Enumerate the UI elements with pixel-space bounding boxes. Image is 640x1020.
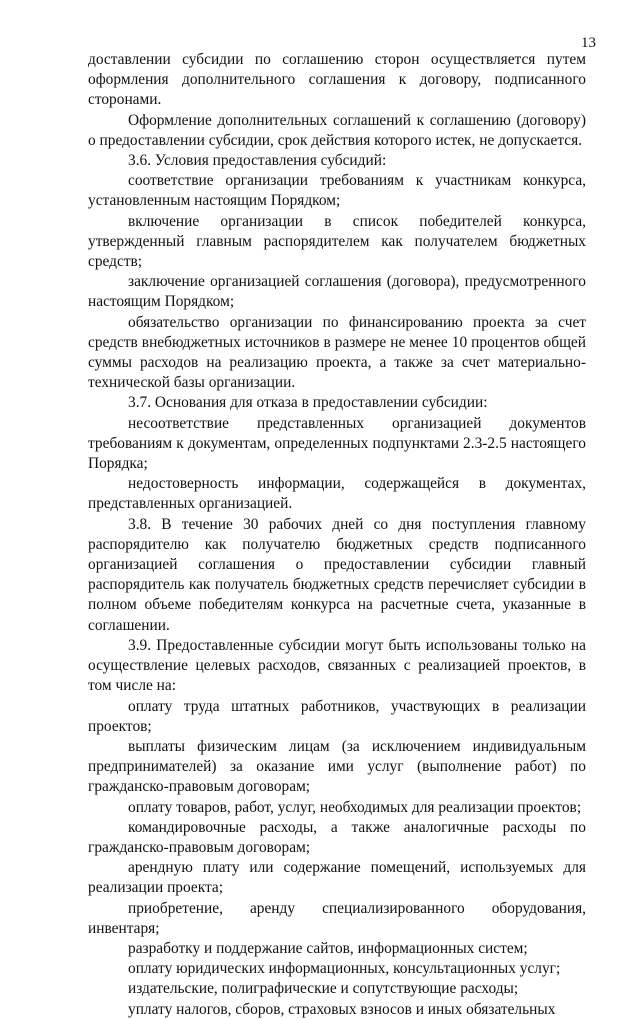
paragraph: издательские, полиграфические и сопутствующие расходы; bbox=[128, 980, 519, 998]
paragraph: доставлении субсидии по соглашению сторон осуществляется путем оформления дополнительного соглашения к договору, подписанного сторонами. bbox=[88, 51, 586, 109]
paragraph: Оформление дополнительных соглашений к соглашению (договору) о предоставлении субсидии, срок действия которого истек, не допускается. bbox=[88, 111, 586, 149]
paragraph: 3.9. Предоставленные субсидии могут быть использованы только на осуществление целевых расходов, связанных с реализацией проектов, в том числе на: bbox=[88, 636, 586, 695]
paragraph: несоответствие представленных организацией документов требованиям к документам, определенных подпунктами 2.3-2.5 настоящего Порядка; bbox=[88, 414, 586, 473]
paragraph: оплату труда штатных работников, участвующих в реализации проектов; bbox=[88, 697, 586, 735]
paragraph: 3.8. В течение 30 рабочих дней со дня поступления главному распорядителю как получателю бюджетных средств подписанного организацией соглашения о предоставлении субсидии главный распорядитель как получатель бюджетных средств перечисляет субсидии в полном объеме победителям конкурса на расчетные счета, указанные в соглашении. bbox=[88, 515, 586, 634]
paragraph: 3.7. Основания для отказа в предоставлении субсидии: bbox=[128, 394, 488, 412]
page-number: 13 bbox=[581, 35, 596, 51]
paragraph: приобретение, аренду специализированного оборудования, инвентаря; bbox=[88, 899, 586, 937]
paragraph: включение организации в список победителей конкурса, утвержденный главным распорядителем как получателем бюджетных средств; bbox=[88, 212, 586, 271]
paragraph: разработку и поддержание сайтов, информационных систем; bbox=[128, 939, 528, 957]
paragraph: недостоверность информации, содержащейся в документах, представленных организацией. bbox=[88, 475, 586, 513]
paragraph: оплату юридических информационных, консультационных услуг; bbox=[128, 960, 561, 978]
paragraph: соответствие организации требованиям к участникам конкурса, установленным настоящим Порядком; bbox=[88, 172, 586, 210]
paragraph: обязательство организации по финансированию проекта за счет средств внебюджетных источников в размере не менее 10 процентов общей суммы расходов на реализацию проекта, а также за счет материально-технической базы организации. bbox=[88, 313, 586, 392]
paragraph: командировочные расходы, а также аналогичные расходы по гражданско-правовым договорам; bbox=[88, 818, 586, 856]
paragraph: 3.6. Условия предоставления субсидий: bbox=[128, 152, 387, 170]
paragraph: выплаты физическим лицам (за исключением индивидуальным предпринимателей) за оказание ими услуг (выполнение работ) по гражданско-правовым договорам; bbox=[88, 737, 586, 796]
paragraph: оплату товаров, работ, услуг, необходимых для реализации проектов; bbox=[128, 798, 582, 816]
paragraph: арендную плату или содержание помещений, используемых для реализации проекта; bbox=[88, 859, 586, 897]
paragraph: заключение организацией соглашения (договора), предусмотренного настоящим Порядком; bbox=[88, 273, 586, 311]
paragraph: уплату налогов, сборов, страховых взносов и иных обязательных bbox=[128, 1000, 556, 1018]
document-body bbox=[88, 50, 586, 1020]
